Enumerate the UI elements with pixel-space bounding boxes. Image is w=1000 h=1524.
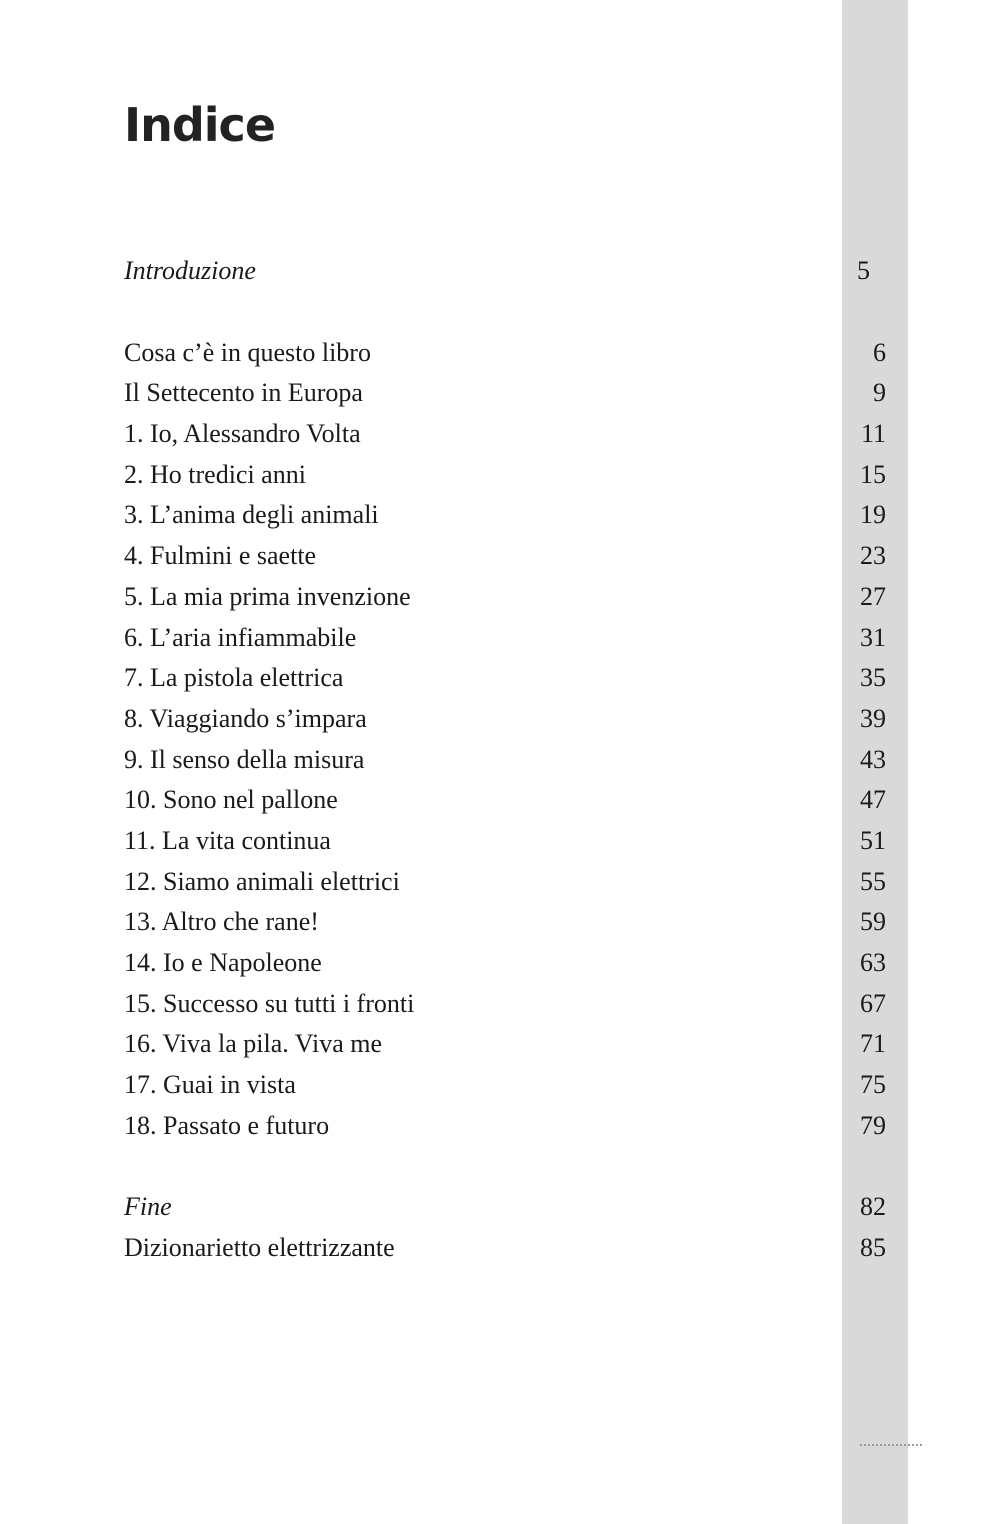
toc-entry-title: 4. Fulmini e saette [124, 541, 317, 571]
toc-entry[interactable] [124, 943, 886, 984]
toc-entry-page: 39 [860, 703, 886, 733]
toc-entry-title: 13. Altro che rane! [124, 907, 319, 937]
toc-entry[interactable] [124, 333, 886, 374]
toc-entry[interactable] [124, 1228, 886, 1269]
toc-entry-title: Il Settecento in Europa [124, 378, 363, 408]
toc-entry-page: 31 [860, 622, 886, 652]
toc-entry-page: 63 [860, 948, 886, 977]
toc-entry[interactable] [124, 495, 886, 536]
toc-entry-title: 9. Il senso della misura [124, 744, 365, 774]
toc-entry-title: 7. La pistola elettrica [124, 663, 344, 693]
toc-entry-page: 9 [873, 378, 886, 408]
toc-entry-page: 85 [860, 1233, 886, 1263]
toc-entry-page: 82 [860, 1192, 886, 1222]
page-title: Indice [124, 98, 276, 152]
toc-entry[interactable] [124, 1187, 886, 1228]
toc-entry[interactable] [124, 740, 886, 781]
toc-entry-page: 67 [860, 988, 886, 1018]
toc-entry[interactable] [124, 902, 886, 943]
toc-entry-page: 75 [860, 1070, 886, 1100]
toc-entry-page: 6 [873, 337, 886, 367]
toc-entry[interactable] [124, 577, 886, 618]
toc-entry[interactable] [124, 658, 886, 699]
toc-entry-page: 43 [860, 744, 886, 774]
toc-entry-page: 71 [860, 1029, 886, 1059]
toc-entry[interactable] [124, 414, 886, 455]
toc-entry-intro[interactable] [124, 251, 886, 292]
toc-entry[interactable] [124, 1024, 886, 1065]
toc-entry-title: Introduzione [124, 256, 256, 285]
toc-entry-page: 35 [860, 663, 886, 693]
toc-entry-title: 17. Guai in vista [124, 1070, 296, 1100]
toc-entry[interactable] [124, 618, 886, 659]
toc-entry[interactable] [124, 1106, 886, 1147]
toc-spacer [124, 292, 886, 333]
toc-entry-page: 15 [860, 459, 886, 489]
toc-entry[interactable] [124, 821, 886, 862]
toc-entry-title: 3. L’anima degli animali [124, 500, 379, 530]
toc-entry[interactable] [124, 699, 886, 740]
toc-entry-title: 12. Siamo animali elettrici [124, 866, 400, 896]
toc-entry-title: 11. La vita continua [124, 825, 331, 855]
toc-entry-title: 2. Ho tredici anni [124, 459, 306, 489]
toc-end-section [124, 1187, 886, 1268]
toc-entry-page: 51 [860, 825, 886, 855]
toc-entry[interactable] [124, 455, 886, 496]
table-of-contents [124, 251, 886, 1269]
toc-entry-page: 27 [860, 581, 886, 611]
toc-entry-title: 16. Viva la pila. Viva me [124, 1029, 383, 1059]
toc-entry-title: 18. Passato e futuro [124, 1110, 330, 1140]
toc-main-section [124, 333, 886, 1147]
toc-entry-page: 19 [860, 500, 886, 530]
toc-entry-title: Dizionarietto elettrizzante [124, 1233, 395, 1263]
toc-entry-title: 14. Io e Napoleone [124, 948, 322, 977]
toc-entry[interactable] [124, 373, 886, 414]
toc-entry-page: 55 [860, 866, 886, 896]
toc-entry-page: 79 [860, 1110, 886, 1140]
toc-entry-page: 5 [857, 256, 870, 285]
toc-entry-title: 1. Io, Alessandro Volta [124, 419, 361, 449]
toc-entry-page: 11 [860, 419, 886, 449]
toc-entry-title: 10. Sono nel pallone [124, 785, 338, 815]
toc-entry-title: Fine [124, 1192, 172, 1222]
toc-entry[interactable] [124, 1065, 886, 1106]
toc-entry-title: Cosa c’è in questo libro [124, 337, 371, 367]
toc-entry[interactable] [124, 984, 886, 1025]
toc-entry[interactable] [124, 862, 886, 903]
toc-entry-title: 8. Viaggiando s’impara [124, 703, 367, 733]
page-edge-marker [860, 1444, 922, 1446]
toc-entry-page: 59 [860, 907, 886, 937]
toc-entry-title: 6. L’aria infiammabile [124, 622, 357, 652]
toc-entry-page: 23 [860, 541, 886, 571]
toc-entry[interactable] [124, 780, 886, 821]
toc-spacer [124, 1146, 886, 1187]
toc-entry-page: 47 [860, 785, 886, 815]
toc-entry-title: 15. Successo su tutti i fronti [124, 988, 415, 1018]
toc-entry-title: 5. La mia prima invenzione [124, 581, 411, 611]
toc-entry[interactable] [124, 536, 886, 577]
